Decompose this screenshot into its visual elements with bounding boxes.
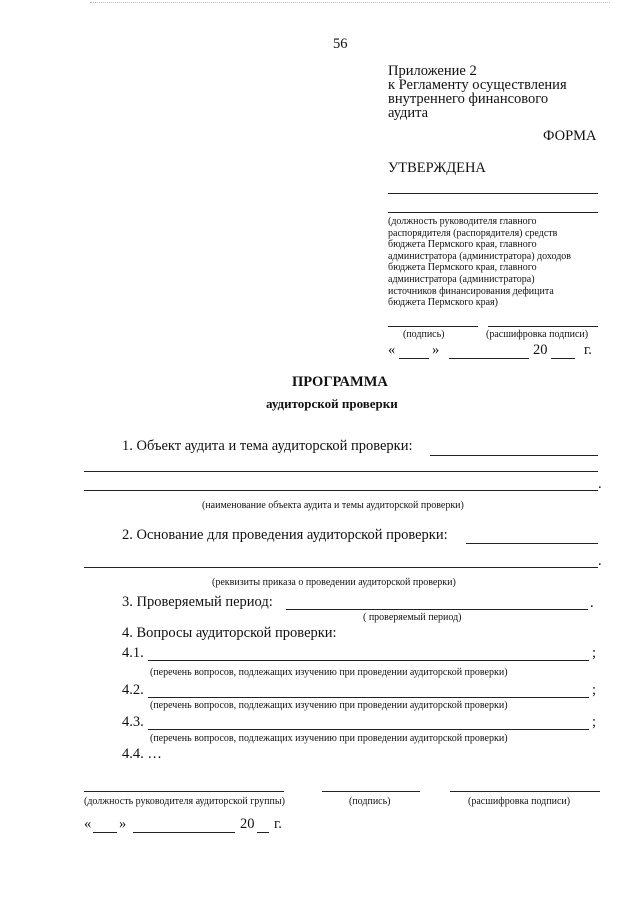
document-title: ПРОГРАММА	[292, 374, 388, 390]
caption-line: бюджета Пермского края)	[388, 297, 498, 309]
footer-date-year-field[interactable]	[257, 832, 269, 833]
date-day-field[interactable]	[399, 358, 429, 359]
item-4-2-label: 4.2.	[122, 682, 144, 698]
caption-line: бюджета Пермского края, главного	[388, 239, 537, 251]
item-4-2-caption: (перечень вопросов, подлежащих изучению при проведении аудиторской проверки)	[150, 700, 508, 711]
footer-date-year-prefix: 20	[240, 816, 255, 832]
caption-line: администратора (администратора)	[388, 273, 535, 285]
item-3-label: 3. Проверяемый период:	[122, 594, 273, 610]
item-2-field-line-2[interactable]	[84, 567, 598, 568]
item-4-3-label: 4.3.	[122, 714, 144, 730]
date-year-prefix: 20	[533, 342, 548, 358]
item-1-field-inline[interactable]	[430, 455, 598, 456]
appendix-line-3: внутреннего финансового	[388, 91, 549, 107]
item-4-1-label: 4.1.	[122, 645, 144, 661]
approver-decoding-caption: (расшифровка подписи)	[486, 329, 589, 340]
footer-date-month-field[interactable]	[133, 832, 235, 833]
item-4-1-caption: (перечень вопросов, подлежащих изучению при проведении аудиторской проверки)	[150, 667, 508, 678]
approver-decoding-field[interactable]	[488, 326, 598, 327]
item-1-field-line-2[interactable]	[84, 471, 598, 472]
group-head-signature-field[interactable]	[322, 791, 420, 792]
date-year-suffix: г.	[584, 342, 592, 358]
group-head-position-field[interactable]	[84, 791, 284, 792]
approver-signature-caption: (подпись)	[403, 329, 445, 340]
item-3-caption: ( проверяемый период)	[363, 612, 462, 623]
item-4-2-end-mark: ;	[592, 682, 597, 698]
appendix-line-4: аудита	[388, 105, 429, 121]
caption-line: администратора (администратора) доходов	[388, 250, 572, 262]
item-4-3-caption: (перечень вопросов, подлежащих изучению при проведении аудиторской проверки)	[150, 733, 508, 744]
form-label: ФОРМА	[543, 128, 597, 144]
item-2-label: 2. Основание для проведения аудиторской проверки:	[122, 527, 448, 543]
date-quote-close: »	[432, 342, 440, 358]
group-head-decoding-caption: (расшифровка подписи)	[468, 796, 571, 807]
document-subtitle: аудиторской проверки	[266, 396, 398, 411]
page-number: 56	[333, 36, 348, 52]
approved-label: УТВЕРЖДЕНА	[388, 160, 486, 176]
item-2-field-inline[interactable]	[466, 543, 598, 544]
footer-date-quote-close: »	[119, 816, 127, 832]
item-1-end-mark: .	[598, 476, 602, 492]
group-head-position-caption: (должность руководителя аудиторской группы)	[84, 796, 285, 807]
item-1-label: 1. Объект аудита и тема аудиторской проверки:	[122, 438, 413, 454]
caption-line: распорядителя (распорядителя) средств	[388, 227, 558, 239]
appendix-line-2: к Регламенту осуществления	[388, 77, 567, 93]
item-4-1-end-mark: ;	[592, 645, 597, 661]
item-4-1-field[interactable]	[148, 660, 589, 661]
group-head-signature-caption: (подпись)	[349, 796, 391, 807]
item-2-end-mark: .	[598, 553, 602, 569]
item-1-caption: (наименование объекта аудита и темы аудиторской проверки)	[202, 500, 464, 511]
item-4-4-label: 4.4. …	[122, 746, 162, 762]
footer-date-quote-open: «	[84, 816, 92, 832]
item-4-3-field[interactable]	[148, 729, 589, 730]
approver-signature-field[interactable]	[388, 326, 478, 327]
item-4-3-end-mark: ;	[592, 714, 597, 730]
approver-position-field-2[interactable]	[388, 212, 598, 213]
caption-line: источников финансирования дефицита	[388, 285, 554, 297]
appendix-block	[388, 64, 567, 120]
group-head-decoding-field[interactable]	[450, 791, 600, 792]
item-4-label: 4. Вопросы аудиторской проверки:	[122, 625, 337, 641]
caption-line: бюджета Пермского края, главного	[388, 262, 537, 274]
approver-position-caption	[388, 216, 571, 309]
date-month-field[interactable]	[449, 358, 529, 359]
appendix-line-1: Приложение 2	[388, 63, 477, 79]
date-quote-open: «	[388, 342, 396, 358]
date-year-field[interactable]	[551, 358, 575, 359]
item-3-field[interactable]	[286, 609, 588, 610]
scan-artifact-line	[90, 2, 610, 3]
footer-date-year-suffix: г.	[274, 816, 282, 832]
footer-date-day-field[interactable]	[93, 832, 117, 833]
item-1-field-line-3[interactable]	[84, 490, 598, 491]
caption-line: (должность руководителя главного	[388, 216, 537, 227]
item-4-2-field[interactable]	[148, 697, 589, 698]
item-2-caption: (реквизиты приказа о проведении аудиторской проверки)	[212, 577, 456, 588]
approver-position-field-1[interactable]	[388, 193, 598, 194]
item-3-end-mark: .	[590, 595, 594, 611]
